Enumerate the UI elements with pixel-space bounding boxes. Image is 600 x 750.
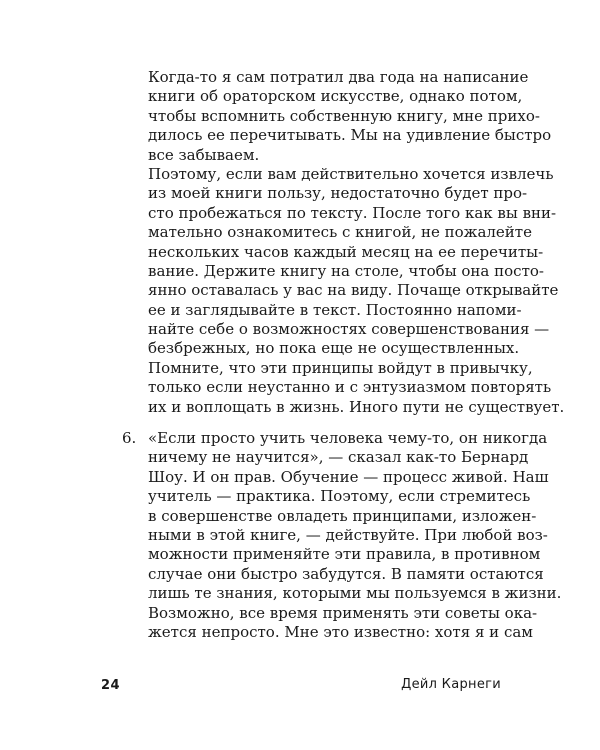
text-line: только если неустанно и с энтузиазмом повторять	[148, 378, 552, 397]
text-line: «Если просто учить человека чему-то, он никогда	[148, 429, 548, 448]
text-line: мательно ознакомитесь с книгой, не пожалейте	[148, 223, 532, 242]
text-line: дилось ее перечитывать. Мы на удивление быстро	[148, 126, 552, 145]
text-line: Поэтому, если вам действительно хочется извлечь	[148, 164, 554, 183]
text-line: Возможно, все время применять эти советы ока-	[148, 603, 538, 622]
text-line: жется непросто. Мне это известно: хотя я и сам	[148, 622, 533, 641]
text-line: книги об ораторском искусстве, однако потом,	[148, 87, 523, 106]
text-line: нескольких часов каждый месяц на ее перечиты-	[148, 242, 544, 261]
text-line: янно оставалась у вас на виду. Почаще открывайте	[148, 281, 559, 300]
text-line: ничему не научится», — сказал как-то Бернард	[148, 448, 529, 467]
list-item-number: 6.	[122, 429, 137, 448]
text-line: найте себе о возможностях совершенствования —	[148, 320, 550, 339]
text-line: из моей книги пользу, недостаточно будет про-	[148, 184, 528, 203]
text-line: сто пробежаться по тексту. После того как вы вни-	[148, 203, 557, 222]
running-footer-author: Дейл Карнеги	[401, 677, 501, 692]
text-line: ными в этой книге, — действуйте. При любой воз-	[148, 525, 548, 544]
text-line: все забываем.	[148, 145, 260, 164]
text-line: чтобы вспомнить собственную книгу, мне прихо-	[148, 106, 540, 125]
text-line: учитель — практика. Поэтому, если стремитесь	[148, 487, 531, 506]
text-line: их и воплощать в жизнь. Иного пути не существует.	[148, 397, 565, 416]
text-line: случае они быстро забудутся. В памяти остаются	[148, 564, 544, 583]
page-body	[122, 68, 565, 642]
text-line: Шоу. И он прав. Обучение — процесс живой. Наш	[148, 467, 549, 486]
text-line: Помните, что эти принципы войдут в привычку,	[148, 358, 533, 377]
text-line: ее и заглядывайте в текст. Постоянно напоми-	[148, 300, 522, 319]
text-line: в совершенстве овладеть принципами, изложен-	[148, 506, 537, 525]
list-item-6	[122, 429, 562, 642]
text-line: Когда-то я сам потратил два года на написание	[148, 68, 529, 86]
paragraph-2	[148, 164, 565, 417]
paragraph-1	[148, 68, 552, 165]
text-line: можности применяйте эти правила, в противном	[148, 545, 541, 564]
text-line: лишь те знания, которыми мы пользуемся в жизни.	[148, 584, 562, 603]
page-number: 24	[101, 678, 121, 693]
text-line: вание. Держите книгу на столе, чтобы она посто-	[148, 261, 544, 280]
paragraph-spacer	[148, 417, 502, 429]
text-line: безбрежных, но пока еще не осуществленных.	[148, 339, 520, 358]
